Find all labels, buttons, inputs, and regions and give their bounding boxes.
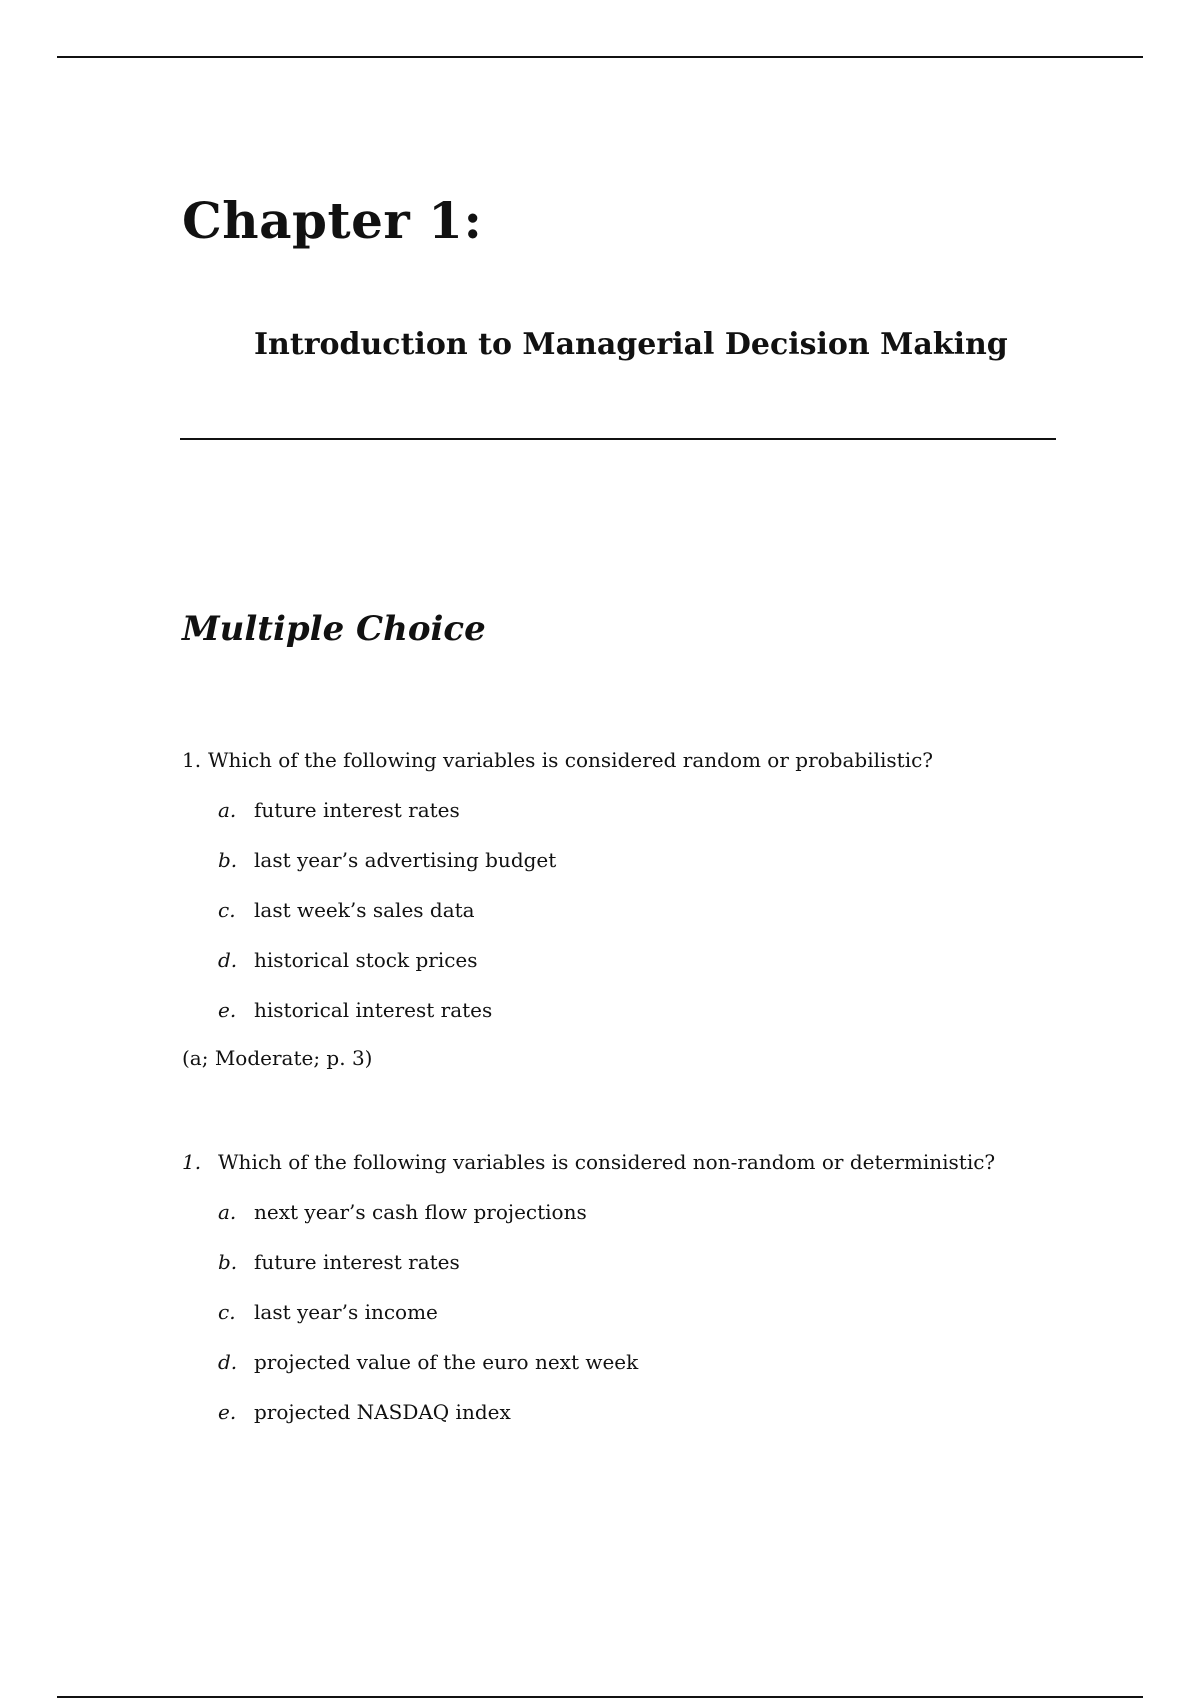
option-e bbox=[182, 1398, 1082, 1426]
option-letter: b. bbox=[218, 848, 238, 872]
option-text: future interest rates bbox=[254, 798, 460, 822]
option-c bbox=[182, 1298, 1082, 1326]
question-text: Which of the following variables is considered non-random or deterministic? bbox=[218, 1150, 996, 1174]
question-stem bbox=[182, 746, 1082, 774]
title-divider bbox=[180, 438, 1056, 440]
option-letter: e. bbox=[218, 998, 237, 1022]
option-letter: d. bbox=[218, 948, 238, 972]
option-text: projected NASDAQ index bbox=[254, 1400, 511, 1424]
question-stem bbox=[182, 1148, 1082, 1176]
option-text: historical stock prices bbox=[254, 948, 478, 972]
question-number: 1. bbox=[182, 1150, 202, 1174]
option-text: historical interest rates bbox=[254, 998, 493, 1022]
option-d bbox=[182, 1348, 1082, 1376]
question-text: Which of the following variables is considered random or probabilistic? bbox=[208, 748, 934, 772]
top-divider bbox=[57, 56, 1143, 58]
answer-options bbox=[182, 1198, 1082, 1426]
option-a bbox=[182, 796, 1082, 824]
option-letter: a. bbox=[218, 798, 237, 822]
chapter-subtitle: Introduction to Managerial Decision Making bbox=[254, 327, 1008, 362]
answer-options bbox=[182, 796, 1082, 1024]
option-b bbox=[182, 1248, 1082, 1276]
section-heading: Multiple Choice bbox=[182, 609, 486, 649]
option-text: future interest rates bbox=[254, 1250, 460, 1274]
question-1 bbox=[182, 746, 1082, 1072]
option-c bbox=[182, 896, 1082, 924]
option-a bbox=[182, 1198, 1082, 1226]
option-letter: d. bbox=[218, 1350, 238, 1374]
option-d bbox=[182, 946, 1082, 974]
chapter-title: Chapter 1: bbox=[182, 191, 483, 250]
option-letter: a. bbox=[218, 1200, 237, 1224]
answer-key: (a; Moderate; p. 3) bbox=[182, 1046, 373, 1070]
bottom-divider bbox=[57, 1696, 1143, 1698]
option-text: projected value of the euro next week bbox=[254, 1350, 639, 1374]
option-b bbox=[182, 846, 1082, 874]
question-2 bbox=[182, 1148, 1082, 1426]
option-text: last week’s sales data bbox=[254, 898, 475, 922]
option-text: last year’s advertising budget bbox=[254, 848, 557, 872]
option-text: last year’s income bbox=[254, 1300, 438, 1324]
option-letter: e. bbox=[218, 1400, 237, 1424]
option-text: next year’s cash flow projections bbox=[254, 1200, 587, 1224]
question-number: 1. bbox=[182, 748, 202, 772]
option-letter: c. bbox=[218, 1300, 236, 1324]
option-letter: c. bbox=[218, 898, 236, 922]
option-letter: b. bbox=[218, 1250, 238, 1274]
option-e bbox=[182, 996, 1082, 1024]
